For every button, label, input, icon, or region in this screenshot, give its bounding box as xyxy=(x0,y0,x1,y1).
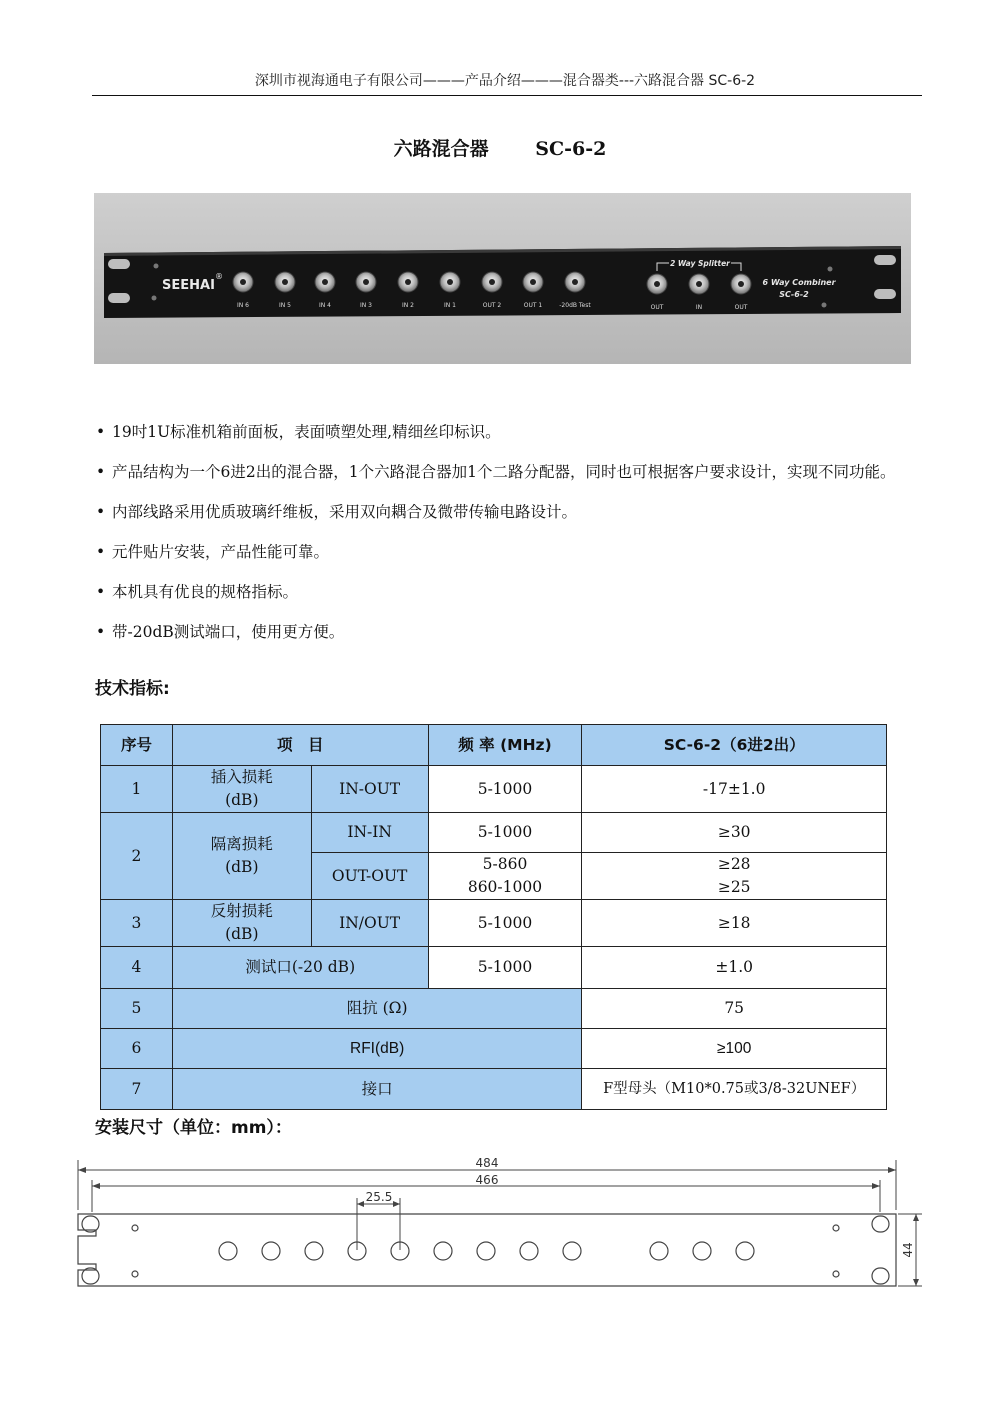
table-header-row xyxy=(101,725,887,766)
install-heading: 安装尺寸（单位：mm）： xyxy=(95,1118,292,1138)
list-item xyxy=(96,500,916,524)
port-label: IN 5 xyxy=(279,302,291,309)
dim-overall-width: 484 xyxy=(475,1156,499,1170)
feature-text: 内部线路采用优质玻璃纤维板，采用双向耦合及微带传输电路设计。 xyxy=(112,503,578,521)
dim-connector-pitch: 25.5 xyxy=(365,1190,393,1204)
value-cell: ≥100 xyxy=(582,1029,887,1069)
connector-hole xyxy=(736,1242,754,1260)
connector-hole xyxy=(650,1242,668,1260)
freq-line: 860-1000 xyxy=(467,878,543,896)
table-row xyxy=(101,766,887,813)
bullet-dot: • xyxy=(96,543,106,561)
col-header-no: 序号 xyxy=(101,725,173,766)
screw-hole xyxy=(833,1271,839,1277)
splitter-port-label: OUT xyxy=(650,304,664,311)
row-number: 1 xyxy=(101,766,173,813)
dim-height: 44 xyxy=(901,1242,915,1258)
connector-hole xyxy=(520,1242,538,1260)
row-number: 6 xyxy=(101,1029,173,1069)
feature-text: 元件贴片安装，产品性能可靠。 xyxy=(112,543,330,561)
screw-hole xyxy=(132,1225,138,1231)
feature-text: 带-20dB测试端口，使用更方便。 xyxy=(112,623,345,641)
freq-cell: 5-1000 xyxy=(428,947,582,989)
list-item xyxy=(96,580,916,604)
item-cell: RFI(dB) xyxy=(172,1029,581,1069)
product-name: 六路混合器 xyxy=(393,138,489,160)
dimension-drawing xyxy=(70,1150,930,1300)
row-number: 2 xyxy=(101,813,173,900)
value-line: ≥25 xyxy=(717,878,751,896)
item-unit: (dB) xyxy=(225,791,259,809)
feature-text: 19吋1U标准机箱前面板，表面喷塑处理,精细丝印标识。 xyxy=(112,423,501,441)
value-line: ≥28 xyxy=(717,855,751,873)
bullet-dot: • xyxy=(96,503,106,521)
table-row xyxy=(101,1069,887,1110)
bullet-dot: • xyxy=(96,423,106,441)
item-name: 插入损耗 xyxy=(210,768,273,786)
sub-item: IN/OUT xyxy=(311,900,428,947)
feature-text: 产品结构为一个6进2出的混合器，1个六路混合器加1个二路分配器，同时也可根据客户要求设计，实现不同功能。 xyxy=(112,463,896,481)
table-row xyxy=(101,813,887,853)
item-cell xyxy=(172,900,311,947)
row-number: 5 xyxy=(101,989,173,1029)
connector-hole xyxy=(434,1242,452,1260)
row-number: 7 xyxy=(101,1069,173,1110)
sub-item: OUT-OUT xyxy=(311,853,428,900)
item-name: 隔离损耗 xyxy=(210,835,273,853)
spec-heading: 技术指标: xyxy=(95,679,170,699)
table-row xyxy=(101,900,887,947)
col-header-freq: 频 率 (MHz) xyxy=(428,725,582,766)
connector-hole xyxy=(693,1242,711,1260)
row-number: 4 xyxy=(101,947,173,989)
item-unit: (dB) xyxy=(225,858,259,876)
connector-hole xyxy=(219,1242,237,1260)
value-cell: F型母头（M10*0.75或3/8-32UNEF） xyxy=(582,1069,887,1110)
value-cell: ±1.0 xyxy=(582,947,887,989)
product-photo xyxy=(94,193,911,364)
item-cell: 阻抗 (Ω) xyxy=(172,989,581,1029)
connector-hole xyxy=(563,1242,581,1260)
mounting-slot xyxy=(872,1268,889,1284)
list-item xyxy=(96,420,916,444)
mounting-slot xyxy=(872,1216,889,1232)
splitter-port-label: OUT xyxy=(734,304,748,311)
splitter-port-label: IN xyxy=(695,304,703,311)
item-cell: 测试口(-20 dB) xyxy=(172,947,428,989)
port-label: IN 4 xyxy=(319,302,331,309)
table-row xyxy=(101,989,887,1029)
port-label: OUT 2 xyxy=(482,302,502,309)
item-name: 反射损耗 xyxy=(210,902,273,920)
brand-logo: SEEHAI xyxy=(162,278,215,293)
value-cell: ≥18 xyxy=(582,900,887,947)
spec-table xyxy=(100,724,887,1110)
freq-cell xyxy=(428,853,582,900)
col-header-item: 项 目 xyxy=(172,725,428,766)
bullet-dot: • xyxy=(96,463,106,481)
product-model: SC-6-2 xyxy=(535,138,607,160)
dim-mounting-width: 466 xyxy=(475,1173,499,1187)
sub-item: IN-IN xyxy=(311,813,428,853)
port-label: IN 2 xyxy=(402,302,414,309)
value-cell xyxy=(582,853,887,900)
freq-cell: 5-1000 xyxy=(428,900,582,947)
sub-item: IN-OUT xyxy=(311,766,428,813)
table-row xyxy=(101,1029,887,1069)
port-label: -20dB Test xyxy=(559,302,591,309)
list-item xyxy=(96,460,916,484)
combiner-model: SC-6-2 xyxy=(779,290,809,299)
item-cell xyxy=(172,813,311,900)
list-item xyxy=(96,620,916,644)
freq-cell: 5-1000 xyxy=(428,813,582,853)
connector-hole xyxy=(477,1242,495,1260)
feature-list xyxy=(96,420,916,660)
item-unit: (dB) xyxy=(225,925,259,943)
splitter-label: 2 Way Splitter xyxy=(670,259,730,268)
item-cell: 接口 xyxy=(172,1069,581,1110)
front-panel-illustration xyxy=(94,193,911,364)
page-header: 深圳市视海通电子有限公司———产品介绍———混合器类---六路混合器 SC-6-2 xyxy=(254,73,756,89)
row-number: 3 xyxy=(101,900,173,947)
document-title xyxy=(0,134,1000,161)
value-cell: 75 xyxy=(582,989,887,1029)
feature-text: 本机具有优良的规格指标。 xyxy=(112,583,299,601)
brand-mark: ® xyxy=(215,272,223,281)
screw-hole xyxy=(132,1271,138,1277)
port-label: IN 3 xyxy=(360,302,372,309)
port-label: OUT 1 xyxy=(523,302,543,309)
connector-hole xyxy=(262,1242,280,1260)
port-label: IN 6 xyxy=(237,302,249,309)
freq-cell: 5-1000 xyxy=(428,766,582,813)
combiner-label: 6 Way Combiner xyxy=(762,278,836,287)
bullet-dot: • xyxy=(96,623,106,641)
panel-outline xyxy=(78,1214,896,1286)
screw-hole xyxy=(833,1225,839,1231)
item-cell xyxy=(172,766,311,813)
port-label: IN 1 xyxy=(444,302,456,309)
freq-line: 5-860 xyxy=(482,855,528,873)
list-item xyxy=(96,540,916,564)
value-cell: -17±1.0 xyxy=(582,766,887,813)
bullet-dot: • xyxy=(96,583,106,601)
header-divider xyxy=(92,95,922,96)
value-cell: ≥30 xyxy=(582,813,887,853)
connector-hole xyxy=(305,1242,323,1260)
table-row xyxy=(101,947,887,989)
col-header-model: SC-6-2（6进2出） xyxy=(582,725,887,766)
